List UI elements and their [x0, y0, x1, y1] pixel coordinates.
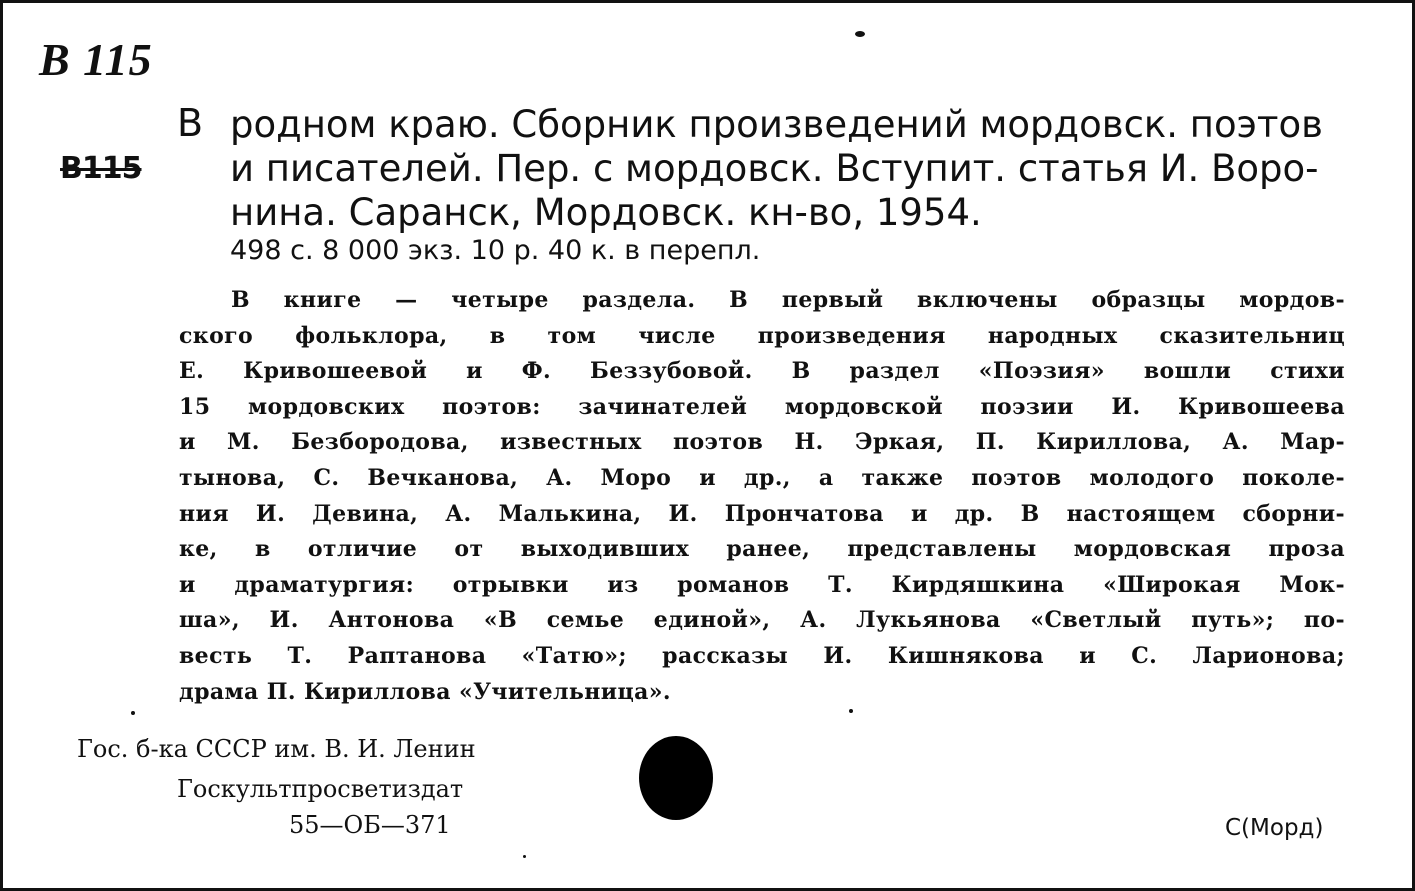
ink-speck — [523, 855, 526, 858]
title-initial: В — [177, 101, 204, 145]
annotation-text — [179, 283, 1345, 710]
library-name: Гос. б-ка СССР им. В. И. Ленин — [77, 735, 476, 763]
title-line: нина. Саранск, Мордовск. кн-во, 1954. — [230, 191, 982, 234]
classification-mark: С(Морд) — [1225, 815, 1324, 841]
card-number: 55—ОБ—371 — [289, 811, 451, 839]
annotation-line: ния И. Девина, А. Малькина, И. Прончатова и др. В настоящем сборни- — [179, 500, 1345, 527]
handwritten-call-number: В 115 — [39, 34, 153, 85]
ink-speck — [131, 711, 135, 715]
annotation-line: драма П. Кириллова «Учительница». — [179, 678, 671, 705]
annotation-line: весть Т. Раптанова «Татю»; рассказы И. Кишнякова и С. Ларионова; — [179, 642, 1345, 669]
annotation-line: ского фольклора, в том числе произведения народных сказительниц — [179, 322, 1345, 349]
ink-speck — [855, 31, 865, 37]
annotation-line: и драматургия: отрывки из романов Т. Кирдяшкина «Широкая Мок- — [179, 571, 1345, 598]
title-line: родном краю. Сборник произведений мордовск. поэтов — [230, 103, 1323, 146]
imprint-line: 498 с. 8 000 экз. 10 р. 40 к. в перепл. — [230, 235, 761, 266]
annotation-line: и М. Безбородова, известных поэтов Н. Эркая, П. Кириллова, А. Мар- — [179, 429, 1345, 456]
title-line: и писателей. Пер. с мордовск. Вступит. статья И. Воро- — [230, 147, 1319, 190]
book-title — [230, 103, 1323, 235]
annotation-line: Е. Кривошеевой и Ф. Беззубовой. В раздел «Поэзия» вошли стихи — [179, 358, 1345, 385]
annotation-line: 15 мордовских поэтов: зачинателей мордовской поэзии И. Кривошеева — [179, 393, 1345, 420]
ink-speck — [849, 709, 853, 713]
annotation-line: ша», И. Антонова «В семье единой», А. Лукьянова «Светлый путь»; по- — [179, 607, 1345, 634]
punch-hole — [639, 736, 713, 820]
printed-call-number: В115 — [60, 151, 142, 186]
annotation-line: тынова, С. Вечканова, А. Моро и др., а также поэтов молодого поколе- — [179, 464, 1345, 491]
annotation-line: ке, в отличие от выходивших ранее, представлены мордовская проза — [179, 536, 1345, 563]
publisher-name: Госкультпросветиздат — [177, 775, 464, 803]
annotation-line: В книге — четыре раздела. В первый включены образцы мордов- — [231, 287, 1345, 313]
